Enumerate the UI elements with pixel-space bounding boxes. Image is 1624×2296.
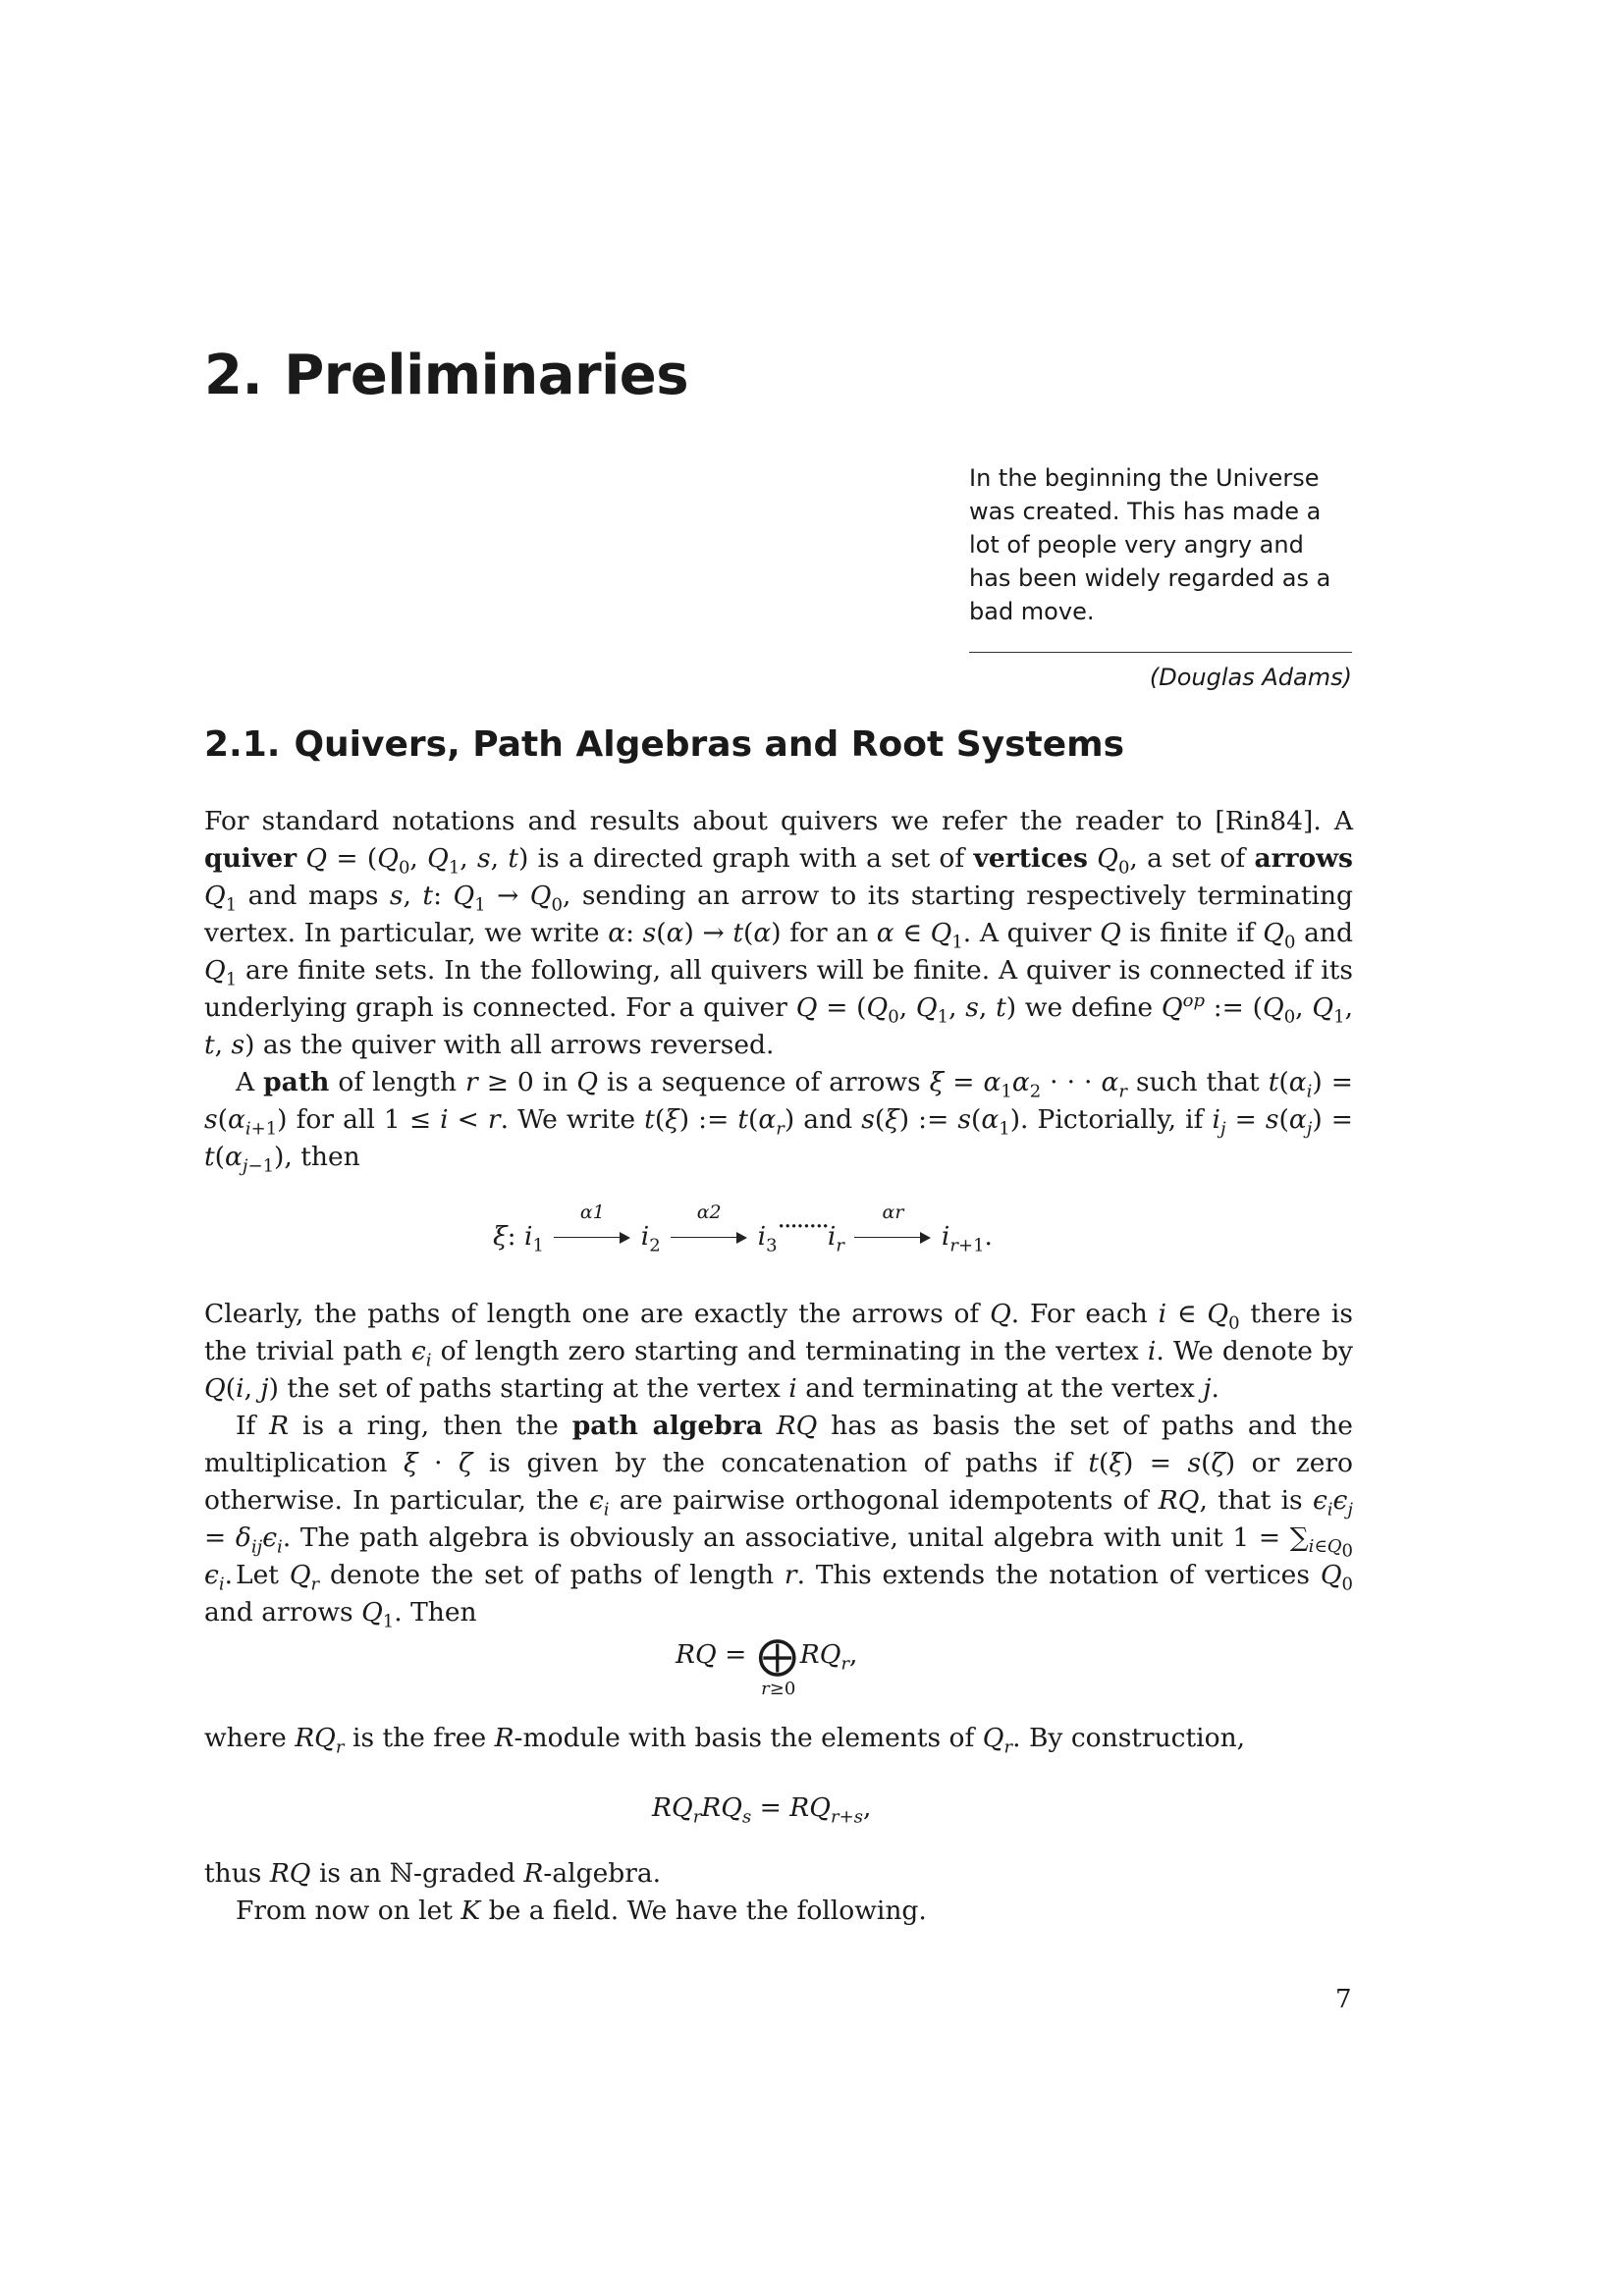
page-number: 7	[1335, 1985, 1352, 2014]
paragraph-path-algebra: If R is a ring, then the path algebra RQ has as basis the set of paths and the multiplication ξ · ζ is given by the concatenation of paths if t(ξ) = s(ζ) or zero otherwise. In particular, the $\epsilon_i$ are pairwise orthogonal idempotents of RQ, that is $\epsilon_i\epsilon_j = \delta_{ij}\epsilon_i$. The path algebra is obviously an associative, unital algebra with unit $1 = \sum_{i\in Q_0}$ $\epsilon_i$.	[204, 1411, 1353, 1595]
equation-product: $RQ_rRQ_s = RQ_{r+s}$,	[652, 1792, 872, 1828]
chapter-title-text: Preliminaries	[284, 344, 689, 407]
epigraph-quote: In the beginning the Universe was created. This has made a lot of people very angry and has been widely regarded as a bad move.	[969, 464, 1331, 625]
epigraph-author: (Douglas Adams)	[1149, 664, 1352, 691]
section-title-text: Quivers, Path Algebras and Root Systems	[294, 724, 1125, 765]
section-number: 2.1.	[204, 724, 281, 765]
path-diagram: ξ: $i_1$ α1 $i_2$ α2 $i_3\cdot\cdot\cdot\cdot\cdot\cdot\cdot\cdot i_r$ αr $i_{r+1}$.	[493, 1201, 993, 1256]
epigraph-rule	[969, 652, 1352, 653]
equation-direct-sum: RQ = ⨁ r≥0 $RQ_r$,	[676, 1633, 858, 1699]
paragraph-path: A path of length r ≥ 0 in Q is a sequence of arrows $\xi = \alpha_1\alpha_2$ · · · $\alpha_r$ such that $t(\alpha_i) = s(\alpha_{i+1})$ for all 1 ≤ i < r. We write t(ξ) := $t(\alpha_r)$ and s(ξ) := $s(\alpha_1)$. Pictorially, if $i_j = s(\alpha_j) = t(\alpha_{j-1})$, then	[204, 1067, 1353, 1177]
paragraph-trivial-paths: Clearly, the paths of length one are exactly the arrows of Q. For each i ∈ $Q_0$ there is the trivial path $\epsilon_i$ of length zero starting and terminating in the vertex i. We denote by Q(i, j) the set of paths starting at the vertex i and terminating at the vertex j.	[204, 1299, 1353, 1404]
arrow-alpha-1: α1	[554, 1233, 630, 1243]
paragraph-graded-algebra: thus RQ is an ℕ-graded R-algebra.	[204, 1858, 662, 1889]
arrow-alpha-r: αr	[854, 1233, 931, 1243]
epigraph	[969, 461, 1352, 694]
chapter-title	[204, 344, 688, 407]
arrow-alpha-2: α2	[671, 1233, 747, 1243]
paragraph-free-module: where $RQ_r$ is the free R-module with basis the elements of $Q_r$. By construction,	[204, 1723, 1246, 1758]
paragraph-grading: Let $Q_r$ denote the set of paths of length r. This extends the notation of vertices $Q_0$ and arrows $Q_1$. Then	[204, 1560, 1353, 1632]
paragraph-quivers: For standard notations and results about quivers we refer the reader to [Rin84]. A quiver $Q = (Q_0$, $Q_1$, s, t) is a directed graph with a set of vertices $Q_0$, a set of arrows $Q_1$ and maps s, t: $Q_1 \to Q_0$, sending an arrow to its starting respectively terminating vertex. In particular, we write α: s(α) → t(α) for an α ∈ $Q_1$. A quiver Q is finite if $Q_0$ and $Q_1$ are finite sets. In the following, all quivers will be finite. A quiver is connected if its underlying graph is connected. For a quiver $Q = (Q_0$, $Q_1$, s, t) we define $Q^{op}$ := ($Q_0$, $Q_1$, t, s) as the quiver with all arrows reversed.	[204, 806, 1353, 1060]
chapter-number: 2.	[204, 344, 263, 407]
section-title	[204, 724, 1124, 765]
paragraph-field: From now on let K be a field. We have the following.	[236, 1896, 927, 1926]
